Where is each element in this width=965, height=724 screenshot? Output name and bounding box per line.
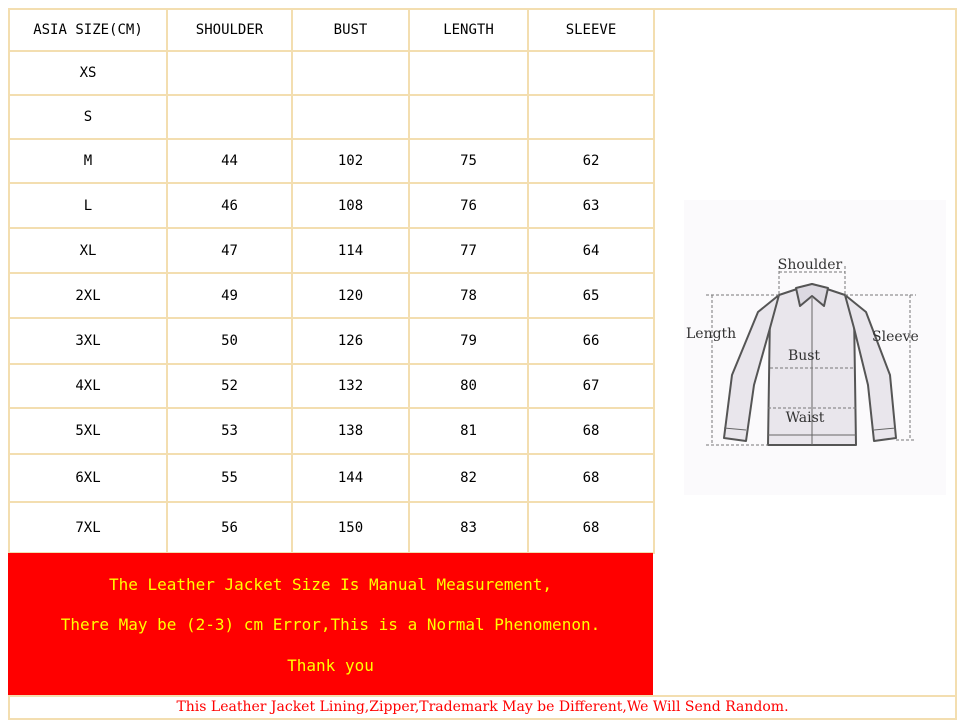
cell-size: M (9, 139, 167, 183)
cell-bust: 144 (292, 454, 409, 502)
cell-length: 75 (409, 139, 528, 183)
table-header-row (9, 9, 654, 51)
cell-length: 77 (409, 228, 528, 273)
cell-shoulder: 50 (167, 318, 292, 364)
notice-line-2: There May be (2-3) cm Error,This is a Normal Phenomenon. (60, 615, 601, 634)
cell-size: XS (9, 51, 167, 95)
cell-sleeve: 64 (528, 228, 654, 273)
table-row (9, 502, 654, 553)
cell-shoulder: 56 (167, 502, 292, 553)
cell-length: 79 (409, 318, 528, 364)
size-notice-banner (8, 553, 653, 695)
cell-sleeve (528, 51, 654, 95)
shoulder-label: Shoulder (777, 257, 843, 273)
cell-sleeve: 68 (528, 408, 654, 454)
cell-bust: 138 (292, 408, 409, 454)
cell-shoulder: 44 (167, 139, 292, 183)
cell-sleeve: 68 (528, 454, 654, 502)
cell-bust: 150 (292, 502, 409, 553)
cell-size: 7XL (9, 502, 167, 553)
table-row (9, 228, 654, 273)
cell-length: 76 (409, 183, 528, 228)
cell-shoulder (167, 95, 292, 139)
table-row (9, 51, 654, 95)
cell-shoulder: 52 (167, 364, 292, 408)
jacket-measurement-diagram (684, 200, 946, 495)
table-row (9, 408, 654, 454)
cell-sleeve: 62 (528, 139, 654, 183)
cell-bust: 102 (292, 139, 409, 183)
cell-size: L (9, 183, 167, 228)
size-chart-table (8, 8, 655, 554)
cell-size: 4XL (9, 364, 167, 408)
jacket-outline-icon (684, 200, 946, 495)
header-size: ASIA SIZE(CM) (9, 9, 167, 51)
cell-bust: 108 (292, 183, 409, 228)
sleeve-label: Sleeve (872, 329, 919, 345)
cell-size: XL (9, 228, 167, 273)
header-shoulder: SHOULDER (167, 9, 292, 51)
cell-sleeve (528, 95, 654, 139)
cell-bust: 132 (292, 364, 409, 408)
cell-shoulder: 53 (167, 408, 292, 454)
length-label: Length (686, 326, 737, 342)
cell-sleeve: 66 (528, 318, 654, 364)
table-row (9, 139, 654, 183)
table-row (9, 318, 654, 364)
bust-label: Bust (787, 348, 821, 364)
cell-sleeve: 65 (528, 273, 654, 318)
cell-length: 78 (409, 273, 528, 318)
header-length: LENGTH (409, 9, 528, 51)
footer-disclaimer: This Leather Jacket Lining,Zipper,Trademark May be Different,We Will Send Random. (8, 695, 957, 720)
cell-length: 80 (409, 364, 528, 408)
cell-size: 2XL (9, 273, 167, 318)
cell-sleeve: 63 (528, 183, 654, 228)
cell-length: 83 (409, 502, 528, 553)
table-row (9, 183, 654, 228)
cell-length: 82 (409, 454, 528, 502)
notice-line-3: Thank you (287, 656, 374, 675)
cell-bust (292, 95, 409, 139)
table-row (9, 95, 654, 139)
header-bust: BUST (292, 9, 409, 51)
table-row (9, 273, 654, 318)
cell-shoulder: 46 (167, 183, 292, 228)
cell-size: 3XL (9, 318, 167, 364)
cell-bust: 120 (292, 273, 409, 318)
cell-bust (292, 51, 409, 95)
cell-length (409, 51, 528, 95)
cell-sleeve: 68 (528, 502, 654, 553)
header-sleeve: SLEEVE (528, 9, 654, 51)
notice-line-1: The Leather Jacket Size Is Manual Measurement, (108, 575, 553, 594)
cell-bust: 114 (292, 228, 409, 273)
cell-shoulder: 55 (167, 454, 292, 502)
cell-length: 81 (409, 408, 528, 454)
waist-label: Waist (785, 410, 825, 426)
cell-sleeve: 67 (528, 364, 654, 408)
cell-shoulder: 49 (167, 273, 292, 318)
cell-size: S (9, 95, 167, 139)
cell-bust: 126 (292, 318, 409, 364)
cell-shoulder (167, 51, 292, 95)
cell-size: 6XL (9, 454, 167, 502)
table-row (9, 454, 654, 502)
cell-length (409, 95, 528, 139)
cell-size: 5XL (9, 408, 167, 454)
cell-shoulder: 47 (167, 228, 292, 273)
table-row (9, 364, 654, 408)
